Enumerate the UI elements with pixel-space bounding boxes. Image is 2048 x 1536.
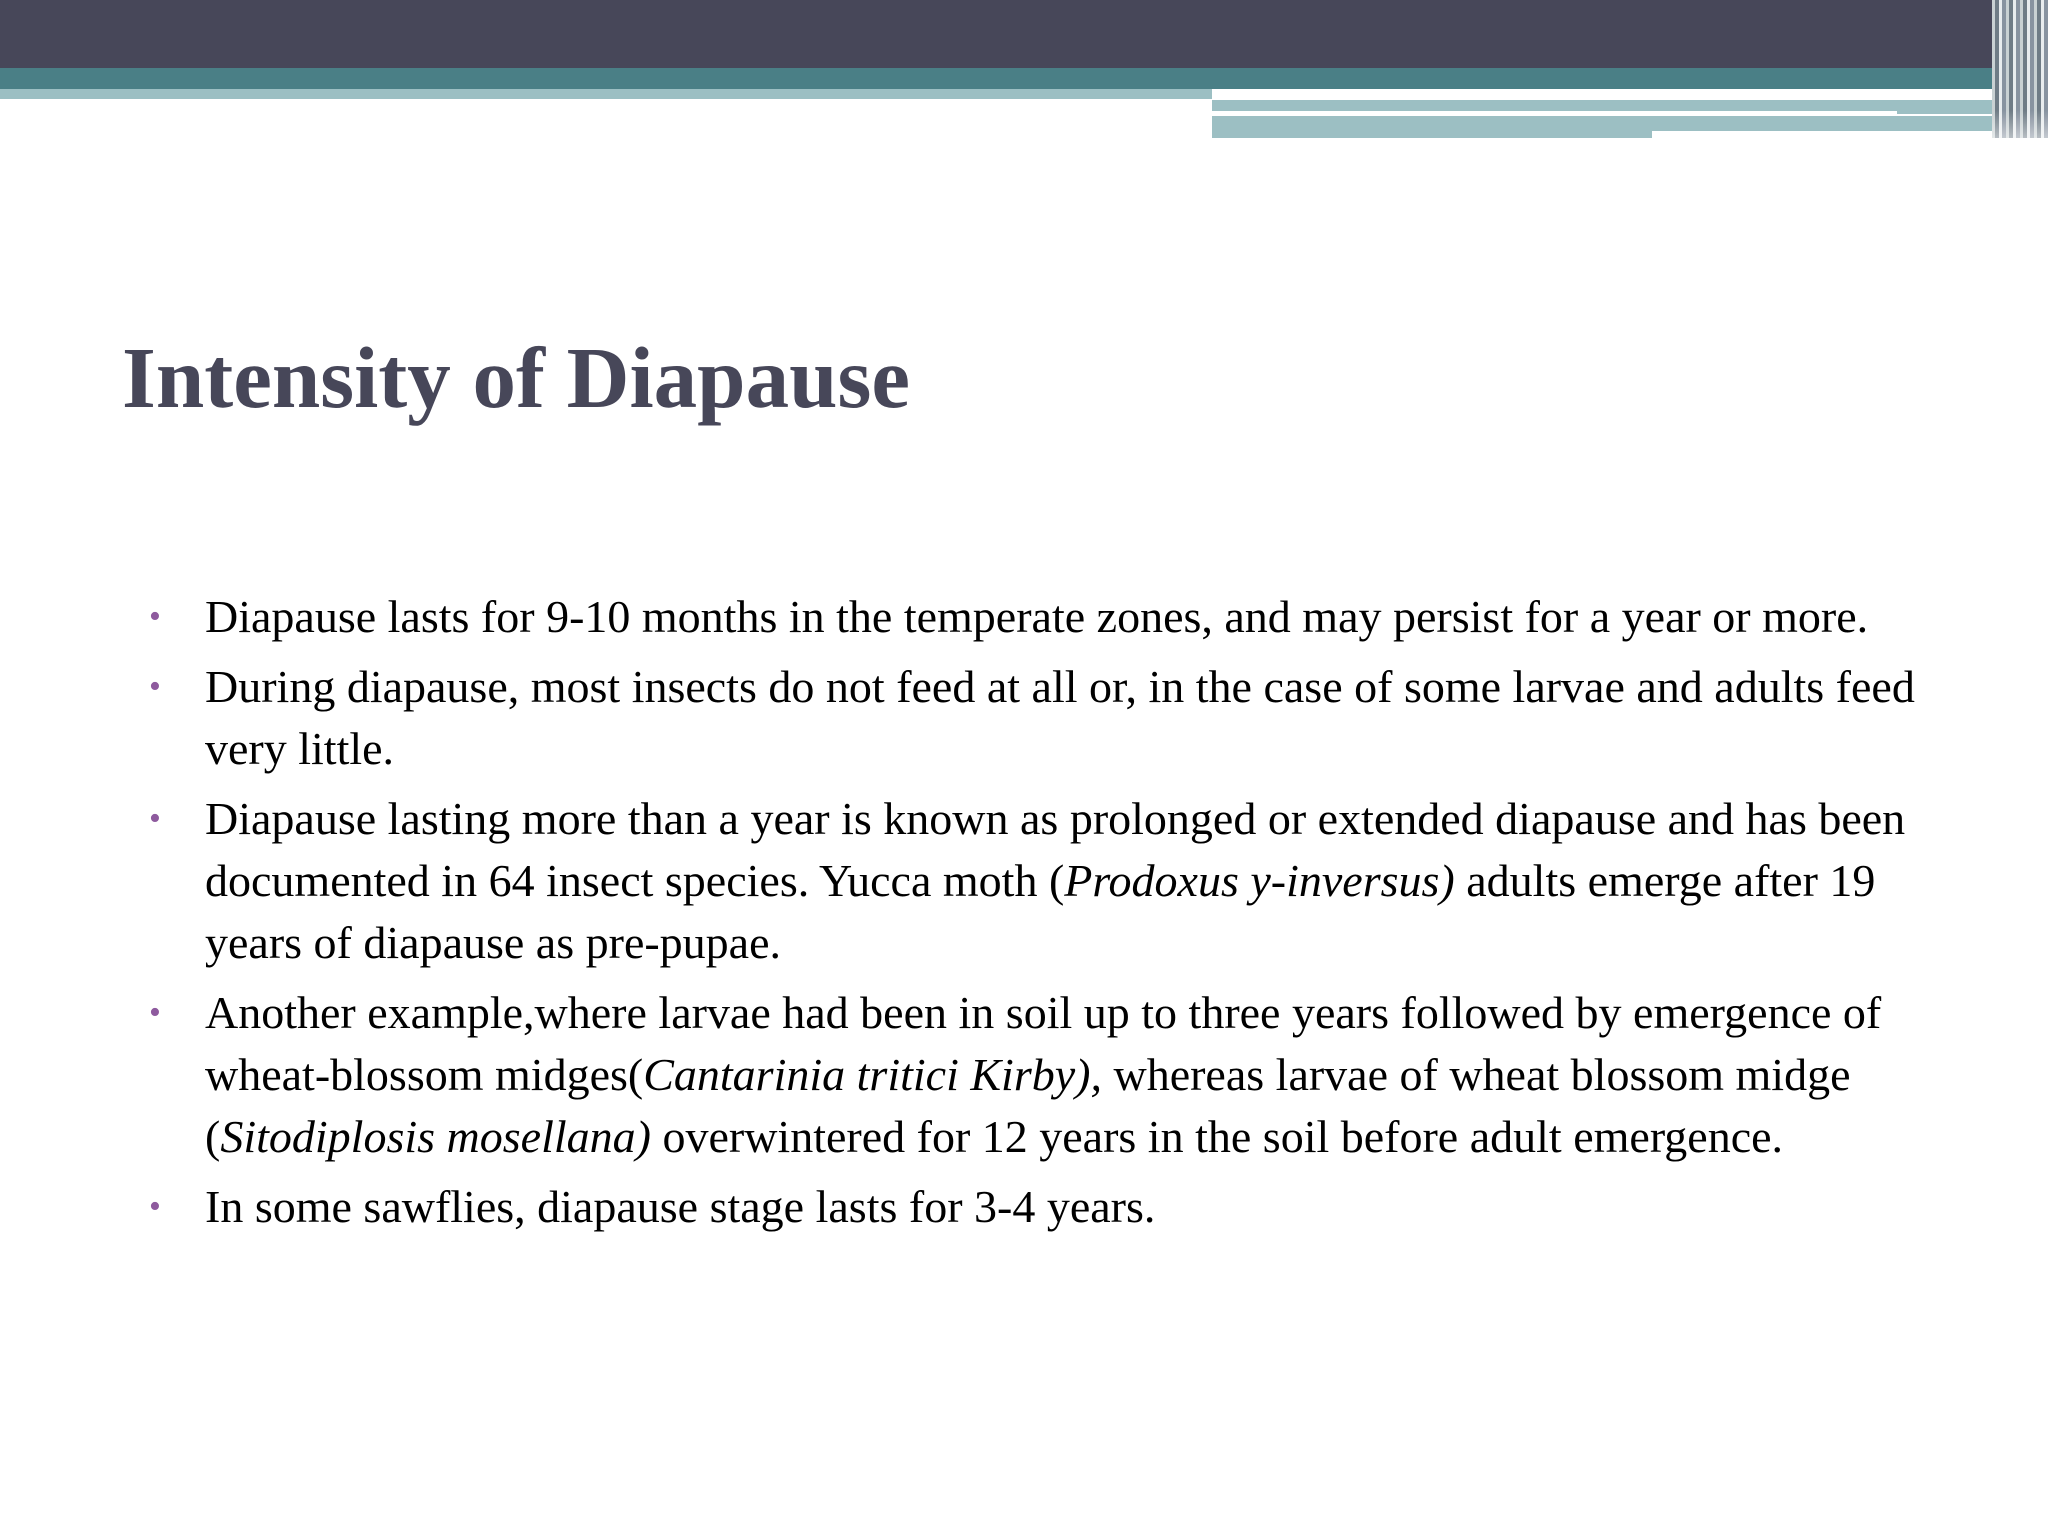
bullet-text: adults emerge after 19 years of diapause as pre-pupae.: [205, 855, 1876, 968]
bullet-text: In some sawflies, diapause stage lasts for 3-4 years.: [205, 1181, 1156, 1232]
bullet-dot: •: [149, 1188, 161, 1225]
header-bar-teal: [0, 68, 2048, 89]
bullet-item: [149, 656, 1945, 780]
slide-title: Intensity of Diapause: [122, 329, 910, 426]
header-bar-light-right-lower-end: [1652, 116, 2012, 131]
header-bar-light-right-lower: [1212, 116, 1652, 138]
bullet-list: [149, 586, 1945, 1246]
bullet-dot: •: [149, 598, 161, 635]
header-bar-dark: [0, 0, 2048, 68]
bullet-item: [149, 788, 1945, 974]
species-name: Prodoxus y-inversus): [1064, 855, 1455, 906]
species-name: Sitodiplosis mosellana): [220, 1111, 651, 1162]
bullet-text: Diapause lasts for 9-10 months in the temperate zones, and may persist for a year or more.: [205, 591, 1869, 642]
bullet-item: [149, 982, 1945, 1168]
header-stripes-fade: [1992, 0, 2048, 138]
bullet-text: Another example,where larvae had been in soil up to three years followed by emergence of wheat-blossom midges(: [205, 987, 1882, 1100]
bullet-dot: •: [149, 994, 161, 1031]
bullet-text: overwintered for 12 years in the soil before adult emergence.: [650, 1111, 1784, 1162]
bullet-text: Diapause lasting more than a year is known as prolonged or extended diapause and has been documented in 64 insect species. Yucca moth (: [205, 793, 1906, 906]
bullet-item: [149, 1176, 1945, 1238]
species-name: Cantarinia tritici Kirby),: [643, 1049, 1102, 1100]
bullet-dot: •: [149, 668, 161, 705]
bullet-item: [149, 586, 1945, 648]
header-bar-light-left: [0, 89, 1212, 99]
bullet-text: whereas larvae of wheat blossom midge (: [205, 1049, 1851, 1162]
bullet-dot: •: [149, 800, 161, 837]
bullet-text: During diapause, most insects do not feed at all or, in the case of some larvae and adults feed very little.: [205, 661, 1915, 774]
